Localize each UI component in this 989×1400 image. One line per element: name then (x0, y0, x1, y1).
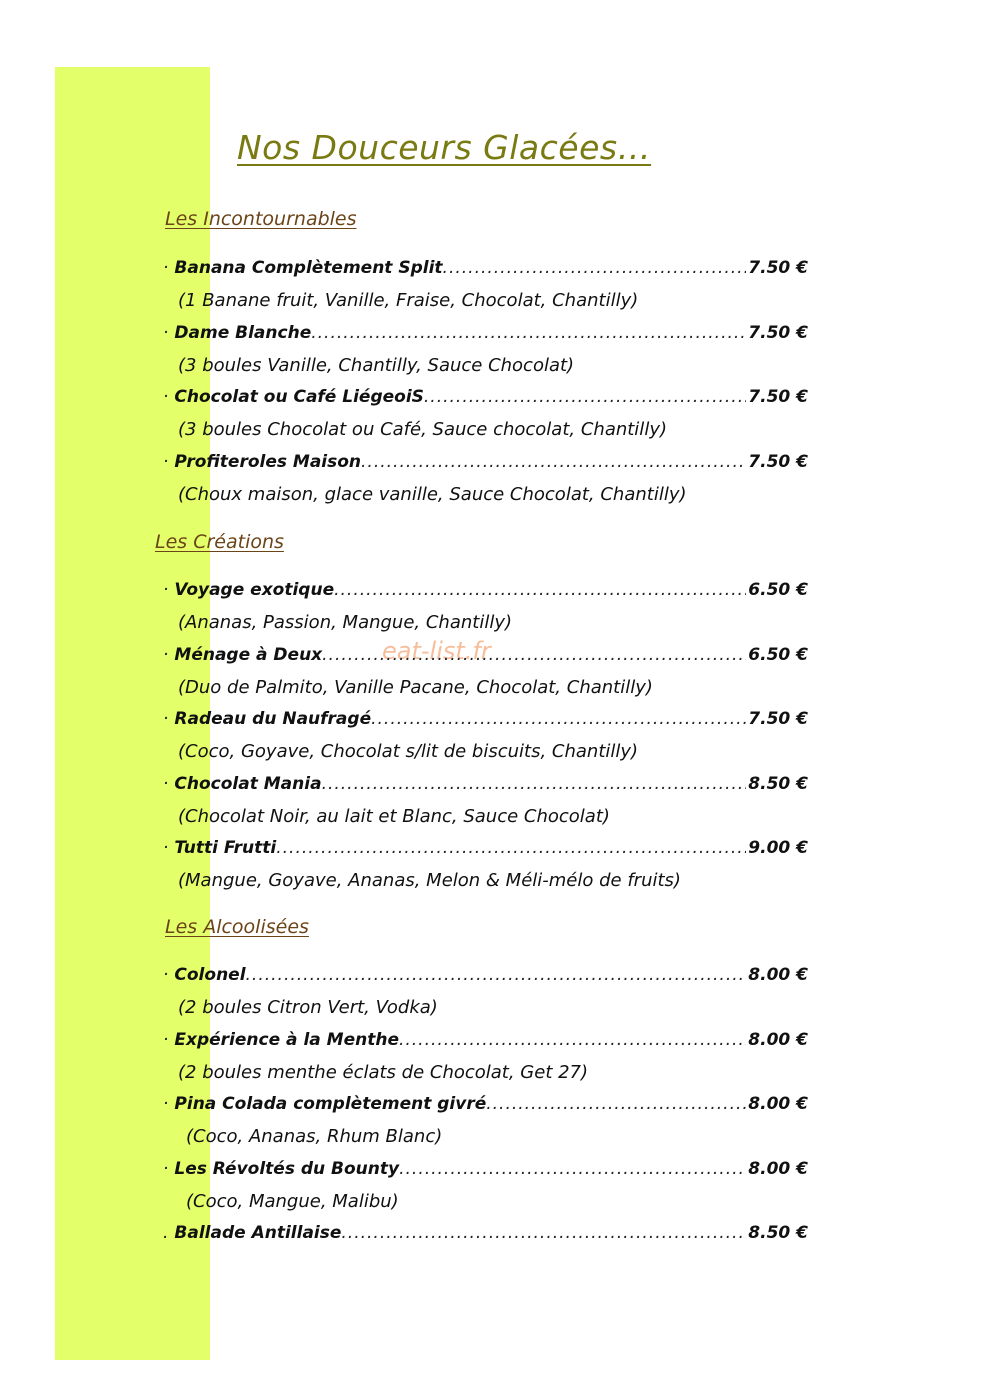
menu-item (163, 774, 808, 800)
watermark-text: eat-list.fr (382, 637, 491, 665)
item-price: 6.50 € (748, 644, 808, 665)
section-heading: Les Incontournables (165, 208, 357, 230)
item-price: 8.00 € (748, 1158, 808, 1179)
item-description: (Ananas, Passion, Mangue, Chantilly) (178, 612, 513, 633)
item-name: Dame Blanche (174, 322, 312, 343)
dot-leader (424, 387, 746, 407)
item-price: 8.50 € (748, 1223, 808, 1243)
item-price: 9.00 € (748, 838, 808, 858)
item-name: Colonel (174, 965, 246, 985)
bullet-mark: · (163, 838, 169, 858)
item-description: (Mangue, Goyave, Ananas, Melon & Méli-mélo de fruits) (178, 870, 681, 891)
item-description: (2 boules menthe éclats de Chocolat, Get 27) (178, 1061, 589, 1083)
bullet-mark: · (163, 580, 169, 600)
item-price: 7.50 € (748, 709, 808, 729)
bullet-mark: · (163, 709, 169, 729)
bullet-mark: · (163, 1158, 169, 1179)
item-price: 8.00 € (748, 1029, 808, 1050)
menu-item (163, 580, 808, 606)
dot-leader (334, 580, 746, 600)
bullet-mark: . (163, 1223, 169, 1243)
section-heading: Les Créations (155, 531, 284, 553)
bullet-mark: · (163, 322, 169, 343)
item-price: 7.50 € (748, 387, 808, 407)
bullet-mark: · (163, 965, 169, 985)
item-description: (1 Banane fruit, Vanille, Fraise, Chocolat, Chantilly) (178, 290, 639, 311)
item-description: (Duo de Palmito, Vanille Pacane, Chocolat, Chantilly) (178, 676, 653, 698)
dot-leader (371, 709, 746, 729)
item-name: Voyage exotique (174, 580, 335, 600)
dot-leader (486, 1094, 746, 1114)
item-name: Les Révoltés du Bounty (174, 1158, 400, 1179)
menu-item (163, 452, 808, 478)
item-name: Profiteroles Maison (174, 451, 362, 472)
menu-item (163, 258, 808, 284)
item-description: (Coco, Mangue, Malibu) (186, 1190, 399, 1212)
item-name: Chocolat ou Café LiégeoiS (174, 387, 424, 407)
item-description: (2 boules Citron Vert, Vodka) (178, 997, 438, 1018)
item-name: Banana Complètement Split (174, 258, 443, 278)
bullet-mark: · (163, 1029, 169, 1050)
item-price: 7.50 € (748, 322, 808, 343)
item-description: (3 boules Vanille, Chantilly, Sauce Chocolat) (178, 354, 575, 376)
item-name: Tutti Frutti (174, 838, 277, 858)
dot-leader (276, 838, 746, 858)
bullet-mark: · (163, 387, 169, 407)
item-name: Pina Colada complètement givré (174, 1094, 487, 1114)
dot-leader (443, 258, 747, 278)
item-description: (Chocolat Noir, au lait et Blanc, Sauce Chocolat) (178, 805, 610, 827)
item-price: 6.50 € (748, 580, 808, 600)
menu-item (163, 1030, 808, 1056)
item-description: (Choux maison, glace vanille, Sauce Chocolat, Chantilly) (178, 483, 687, 505)
menu-item (163, 838, 808, 864)
dot-leader (399, 1159, 746, 1179)
item-description: (Coco, Goyave, Chocolat s/lit de biscuits, Chantilly) (178, 741, 639, 762)
item-description: (3 boules Chocolat ou Café, Sauce chocolat, Chantilly) (178, 419, 667, 440)
menu-item (163, 387, 808, 413)
item-price: 7.50 € (748, 451, 808, 472)
menu-item (163, 1223, 808, 1249)
dot-leader (246, 965, 747, 985)
menu-item (163, 645, 808, 671)
dot-leader (341, 1223, 746, 1243)
menu-item (163, 323, 808, 349)
dot-leader (399, 1030, 746, 1050)
item-name: Ménage à Deux (174, 644, 323, 665)
menu-item (163, 709, 808, 735)
item-price: 8.00 € (748, 965, 808, 985)
bullet-mark: · (163, 644, 169, 665)
dot-leader (322, 645, 746, 665)
bullet-mark: · (163, 258, 169, 278)
item-name: Expérience à la Menthe (174, 1029, 399, 1050)
item-description: (Coco, Ananas, Rhum Blanc) (186, 1126, 443, 1147)
page-title: Nos Douceurs Glacées… (237, 128, 652, 167)
item-price: 8.50 € (748, 773, 808, 794)
item-name: Radeau du Naufragé (174, 709, 372, 729)
bullet-mark: · (163, 451, 169, 472)
item-name: Chocolat Mania (174, 773, 322, 794)
menu-item (163, 1094, 808, 1120)
item-price: 8.00 € (748, 1094, 808, 1114)
item-price: 7.50 € (748, 258, 808, 278)
section-heading: Les Alcoolisées (165, 916, 309, 938)
menu-item (163, 965, 808, 991)
bullet-mark: · (163, 1094, 169, 1114)
dot-leader (311, 323, 746, 343)
dot-leader (322, 774, 747, 794)
dot-leader (361, 452, 746, 472)
bullet-mark: · (163, 773, 169, 794)
menu-item (163, 1159, 808, 1185)
item-name: Ballade Antillaise (174, 1223, 342, 1243)
